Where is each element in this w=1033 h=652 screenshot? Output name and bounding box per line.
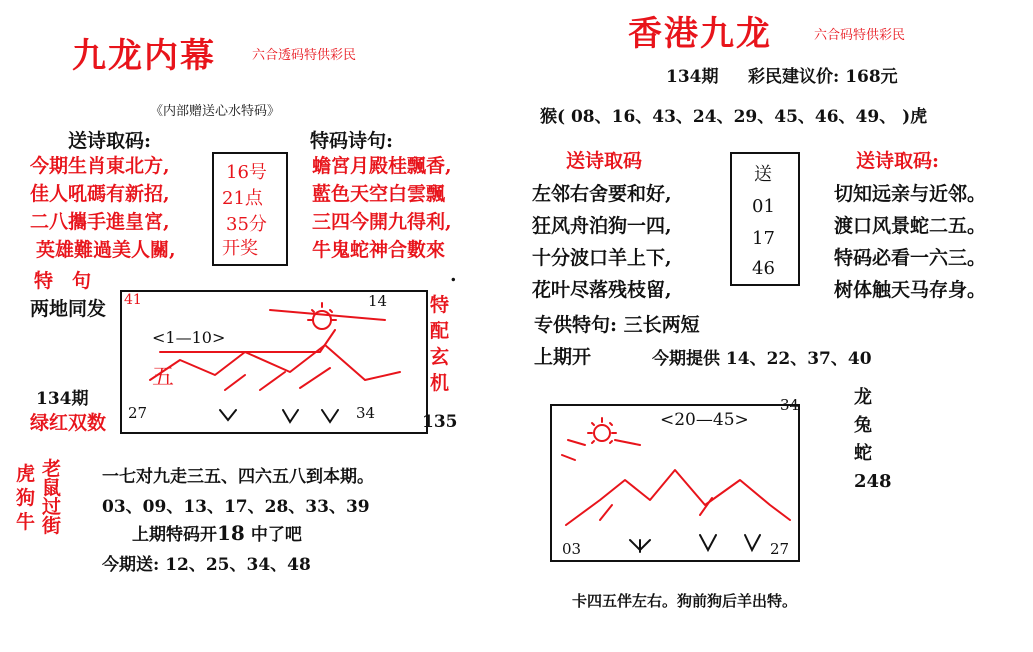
- provide-line: 今期提供 14、22、37、40: [652, 349, 872, 369]
- left-poem-line: 英雄難過美人關,: [36, 239, 176, 261]
- right-side-list: [854, 384, 892, 496]
- side-item: 兔: [854, 415, 872, 436]
- left-poem-right-heading: 特码诗句:: [310, 130, 394, 152]
- draw-minute: 35分: [226, 214, 267, 235]
- zodiac-char: 鼠: [42, 477, 62, 499]
- left-line2: 03、09、13、17、28、33、39: [102, 497, 370, 517]
- left-poem-right-line: 三四今開九得利,: [312, 211, 452, 233]
- monkey-line: 猴( 08、16、43、24、29、45、46、49、 )虎: [540, 107, 928, 127]
- xuanji-char: 玄: [430, 346, 450, 368]
- liangdi-label: 两地同发: [30, 298, 107, 320]
- zodiac-char: 过: [42, 496, 62, 518]
- zodiac-char: 老: [42, 458, 62, 480]
- draw-hour: 16号: [226, 162, 267, 183]
- right-poem-line: 十分波口羊上下,: [532, 247, 672, 269]
- line3-a: 上期特码开: [132, 525, 217, 545]
- num-135: 135: [422, 412, 458, 432]
- left-poem-right-line: 蟾宮月殿桂飄香,: [312, 155, 452, 177]
- right-sketch-n27: 27: [770, 540, 790, 558]
- right-price: 彩民建议价: 168元: [748, 67, 898, 87]
- zodiac-char: 狗: [16, 487, 36, 509]
- send-label: 送: [754, 164, 772, 185]
- left-line4: 今期送: 12、25、34、48: [102, 555, 311, 575]
- right-poem-right-line: 特码必看一六三。: [834, 247, 987, 269]
- xuanji-char: 特: [430, 294, 450, 316]
- send-num: 01: [752, 196, 775, 217]
- line3-b: 中了吧: [250, 525, 302, 545]
- left-period: 134期: [36, 389, 89, 409]
- tema-label: 特 句: [34, 270, 92, 292]
- draw-point: 21点: [222, 188, 263, 209]
- right-poem-right-line: 渡口风景蛇二五。: [834, 215, 987, 237]
- sketch-n27: 27: [128, 404, 148, 422]
- zodiac-char: 虎: [16, 463, 36, 485]
- left-subtitle: 六合透码特供彩民: [252, 48, 357, 63]
- line3-num: 18: [217, 521, 245, 545]
- left-poem-line: 二八攜手進皇宮,: [30, 211, 170, 233]
- right-sketch-range: <20—45>: [660, 410, 749, 430]
- right-poem-line: 左邻右舍要和好,: [532, 183, 672, 205]
- side-item: 龙: [854, 387, 872, 408]
- left-poem-line: 今期生肖東北方,: [30, 155, 170, 177]
- xuanji-char: 机: [430, 372, 450, 394]
- send-num: 46: [752, 258, 775, 279]
- left-line1: 一七对九走三五、四六五八到本期。: [102, 467, 374, 487]
- xuanji-char: 配: [430, 320, 450, 342]
- special-line: 专供特句: 三长两短: [534, 314, 700, 336]
- left-poem-right-line: 牛鬼蛇神合數來: [312, 239, 446, 261]
- sketch-n14: 14: [368, 292, 388, 310]
- right-sketch-n34: 34: [780, 396, 800, 414]
- sketch-n41: 41: [124, 292, 142, 308]
- last-period: 上期开: [534, 346, 592, 368]
- lvhong-label: 绿红双数: [30, 412, 107, 434]
- right-footer: 卡四五伴左右。狗前狗后羊出特。: [572, 592, 798, 610]
- left-poem-heading: 送诗取码:: [68, 130, 152, 152]
- right-poem-right-heading: 送诗取码:: [856, 150, 940, 172]
- right-poem-right-line: 树体触天马存身。: [834, 279, 987, 301]
- left-poem-line: 佳人吼碼有新招,: [30, 183, 170, 205]
- tema-dot: .: [450, 264, 457, 286]
- right-poem-line: 花叶尽落残枝留,: [532, 279, 672, 301]
- side-item: 蛇: [854, 443, 872, 464]
- zodiac-char: 牛: [16, 511, 36, 533]
- sketch-range: <1—10>: [152, 328, 226, 347]
- right-poem-line: 狂风舟泊狗一四,: [532, 215, 672, 237]
- left-poem-right-line: 藍色天空白雲飄: [312, 183, 446, 205]
- right-poem-right-line: 切知远亲与近邻。: [834, 183, 987, 205]
- left-title: 九龙内幕: [72, 36, 216, 76]
- sketch-wu: 五: [152, 365, 175, 390]
- draw-open: 开奖: [222, 238, 258, 259]
- right-sketch-n03: 03: [562, 540, 582, 558]
- left-banner: 《内部赠送心水特码》: [150, 104, 281, 119]
- right-poem-heading: 送诗取码: [566, 150, 643, 172]
- right-period: 134期: [666, 67, 719, 87]
- send-num: 17: [752, 228, 775, 249]
- right-title: 香港九龙: [628, 14, 772, 54]
- zodiac-char: 街: [42, 515, 62, 537]
- sketch-n34: 34: [356, 404, 376, 422]
- side-item: 248: [854, 471, 892, 492]
- right-subtitle: 六合码特供彩民: [814, 28, 906, 43]
